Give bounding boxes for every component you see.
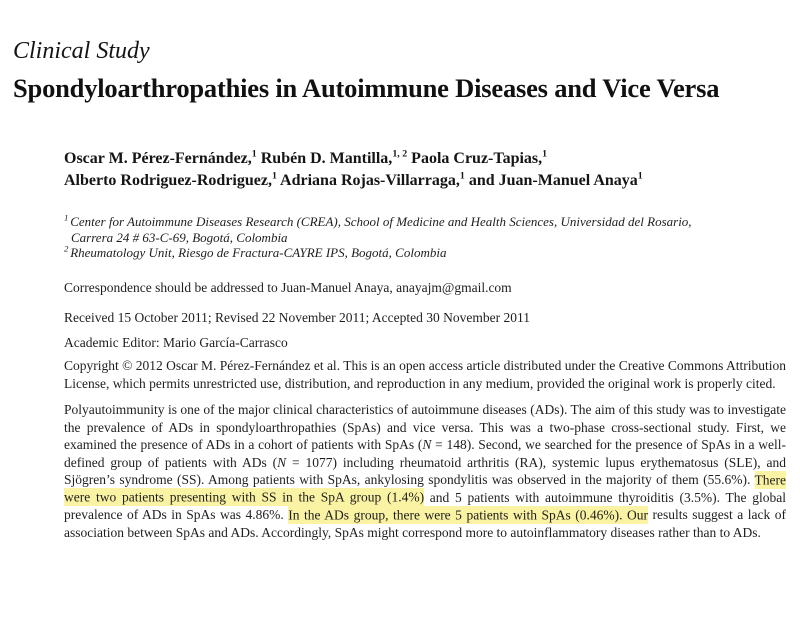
superscript-marker: 1, 2 xyxy=(392,149,408,161)
superscript-marker: 1 xyxy=(459,171,465,183)
superscript-marker: 1 xyxy=(271,171,277,183)
text-segment: Carrera 24 # 63-C-69, Bogotá, Colombia xyxy=(71,229,288,245)
text-segment: Alberto Rodriguez-Rodriguez, xyxy=(64,172,272,190)
affiliation-line xyxy=(71,230,786,246)
academic-editor-line: Academic Editor: Mario García-Carrasco xyxy=(64,334,288,350)
authors-block xyxy=(64,148,786,192)
text-segment: = 1077) including rheumatoid arthritis (RA), systemic lupus erythematosus (SLE), and Sjögren’s syndrome (SS). Among patients with SpAs, ankylosing spondylitis was observed in the majority of them (55.6%). xyxy=(64,454,786,488)
text-segment: Rheumatology Unit, Riesgo de Fractura-CAYRE IPS, Bogotá, Colombia xyxy=(70,245,447,261)
article-page xyxy=(0,38,800,619)
superscript-marker: 1 xyxy=(542,149,548,161)
copyright-paragraph: Copyright © 2012 Oscar M. Pérez-Fernández et al. This is an open access article distributed under the Creative Commons Attribution License, which permits unrestricted use, distribution, and reproduction in any medium, provided the original work is properly cited. xyxy=(64,358,786,391)
text-segment: Rubén D. Mantilla, xyxy=(256,150,393,168)
affiliation-line xyxy=(64,214,786,230)
text-segment: Center for Autoimmune Diseases Research (CREA), School of Medicine and Health Sciences, Universidad del Rosario, xyxy=(70,214,692,230)
correspondence-line: Correspondence should be addressed to Juan-Manuel Anaya, anayajm@gmail.com xyxy=(64,279,512,295)
affiliation-line xyxy=(64,245,786,261)
superscript-marker: 2 xyxy=(64,244,69,255)
superscript-marker: 1 xyxy=(637,171,643,183)
text-segment: N xyxy=(422,437,432,453)
affiliations-block xyxy=(64,214,786,261)
text-segment: N xyxy=(277,454,287,470)
authors-line-1 xyxy=(64,148,786,170)
text-segment: results suggest a lack of association between SpAs and ADs. Accordingly, SpAs might correspond more to autoinflammatory diseases rather than to ADs. xyxy=(64,507,787,540)
article-body xyxy=(64,148,786,541)
abstract-paragraph xyxy=(64,401,786,541)
text-segment: Oscar M. Pérez-Fernández, xyxy=(64,150,252,168)
text-segment: = 148). Second, we searched for the presence of SpAs in a well-defined group of patients with ADs ( xyxy=(64,437,786,470)
article-kicker: Clinical Study xyxy=(13,38,150,64)
text-segment: Adriana Rojas-Villarraga, xyxy=(276,172,460,190)
superscript-marker: 1 xyxy=(64,213,69,224)
authors-line-2 xyxy=(64,170,786,192)
text-segment: and Juan-Manuel Anaya xyxy=(464,172,638,190)
highlighted-text: There were two patients presenting with SS in the SpA group (1.4%) xyxy=(64,472,786,505)
article-title: Spondyloarthropathies in Autoimmune Diseases and Vice Versa xyxy=(13,72,720,103)
text-segment: Paola Cruz-Tapias, xyxy=(407,150,543,168)
text-segment: Polyautoimmunity is one of the major clinical characteristics of autoimmune diseases (ADs). The aim of this study was to investigate the prevalence of ADs in spondyloarthropathies (SpAs) and vice versa. This was a two-phase cross-sectional study. First, we examined the presence of ADs in a cohort of patients with SpAs ( xyxy=(64,402,786,453)
superscript-marker: 1 xyxy=(251,149,257,161)
received-dates-line: Received 15 October 2011; Revised 22 November 2011; Accepted 30 November 2011 xyxy=(64,310,531,326)
text-segment: and 5 patients with autoimmune thyroiditis (3.5%). The global prevalence of ADs in SpAs was 4.86%. xyxy=(64,489,786,523)
highlighted-text: In the ADs group, there were 5 patients with SpAs (0.46%). Our xyxy=(288,507,648,523)
